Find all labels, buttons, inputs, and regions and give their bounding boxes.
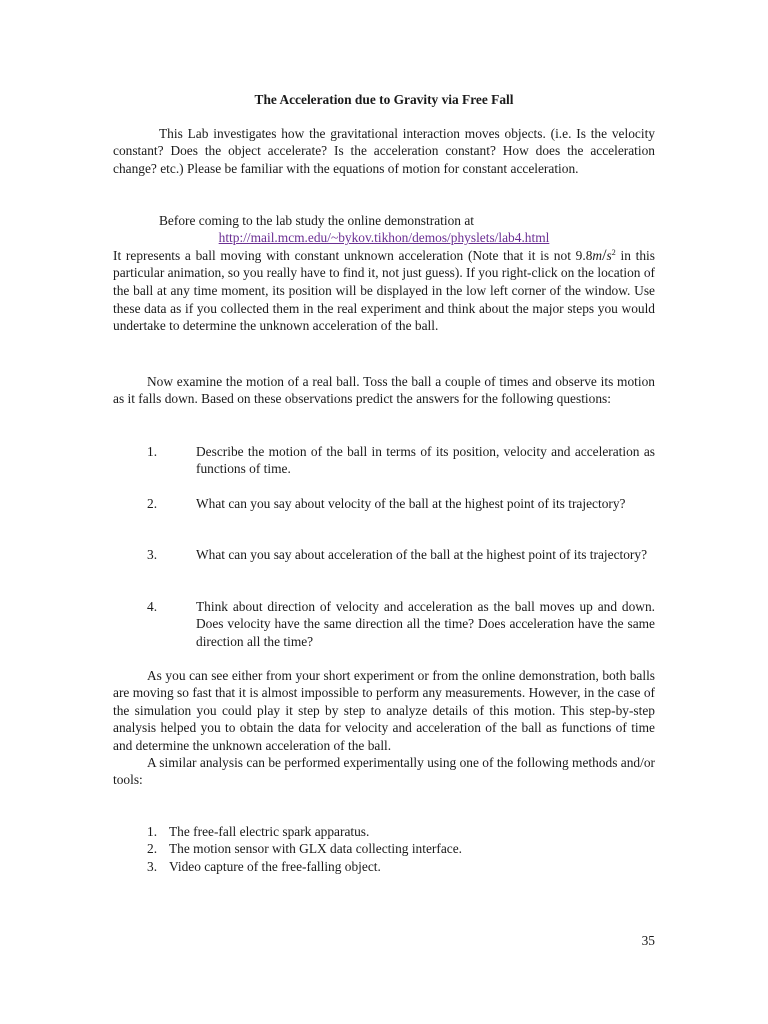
question-text: What can you say about velocity of the ball at the highest point of its trajectory? <box>196 496 626 511</box>
question-item <box>147 598 655 650</box>
list-item: 3. Video capture of the free-falling object. <box>147 858 381 874</box>
demo-description <box>113 247 655 335</box>
question-number: 2. <box>147 496 158 511</box>
demo-text-2: in this particular animation, so you really have to find it, not just guess). If you right-click on the location of the ball at any time moment, its position will be displayed in the low left corner of the window. Use these data as if you collected them in the real experiment and think about the major steps you would undertake to determine the unknown acceleration of the ball. <box>113 247 655 334</box>
methods-list <box>147 823 655 875</box>
intro-text: This Lab investigates how the gravitational interaction moves objects. (i.e. Is the velocity constant? Does the object accelerate? Is the acceleration constant? How does the acceleration change? etc.) Please be familiar with the equations of motion for constant acceleration. <box>113 126 655 176</box>
conclusion-text-2: A similar analysis can be performed experimentally using one of the following methods and/or tools: <box>113 755 655 788</box>
question-number: 1. <box>147 444 158 459</box>
demo-intro-text: Before coming to the lab study the online demonstration at <box>159 213 474 228</box>
question-number: 3. <box>147 547 158 562</box>
question-item <box>147 495 655 512</box>
demo-link[interactable]: http://mail.mcm.edu/~bykov.tikhon/demos/physlets/lab4.html <box>218 230 550 246</box>
demo-text-1: It represents a ball moving with constant unknown acceleration (Note that it is not <box>113 247 571 263</box>
intro-paragraph <box>113 125 655 177</box>
list-item: 1. The free-fall electric spark apparatus. <box>147 824 370 839</box>
question-number: 4. <box>147 599 158 614</box>
question-text: Describe the motion of the ball in terms of its position, velocity and acceleration as functions of time. <box>196 444 655 477</box>
question-text: What can you say about acceleration of the ball at the highest point of its trajectory? <box>196 547 648 562</box>
conclusion-text-1: As you can see either from your short experiment or from the online demonstration, both balls are moving so fast that it is almost impossible to perform any measurements. However, in the case of the simulation you could play it step by step to analyze details of this motion. This step-by-step analysis helped you to obtain the data for velocity and acceleration of the ball as functions of time and determine the unknown acceleration of the ball. <box>113 668 655 753</box>
question-item <box>147 546 655 563</box>
demo-paragraph <box>113 212 655 335</box>
examine-text: Now examine the motion of a real ball. Toss the ball a couple of times and observe its motion as it falls down. Based on these observations predict the answers for the following questions: <box>113 374 655 407</box>
demo-url-line <box>113 229 655 246</box>
page-title: The Acceleration due to Gravity via Free Fall <box>254 92 514 107</box>
question-text: Think about direction of velocity and acceleration as the ball moves up and down. Does velocity have the same direction all the time? Does acceleration have the same direction all the time? <box>196 599 655 649</box>
examine-paragraph <box>113 373 655 408</box>
question-item <box>147 443 655 478</box>
gravity-value: $9.8m/s^2$ <box>575 246 616 264</box>
conclusion-paragraph <box>113 667 655 789</box>
list-item: 2. The motion sensor with GLX data collecting interface. <box>147 841 463 857</box>
page-number: 35 <box>641 933 655 948</box>
